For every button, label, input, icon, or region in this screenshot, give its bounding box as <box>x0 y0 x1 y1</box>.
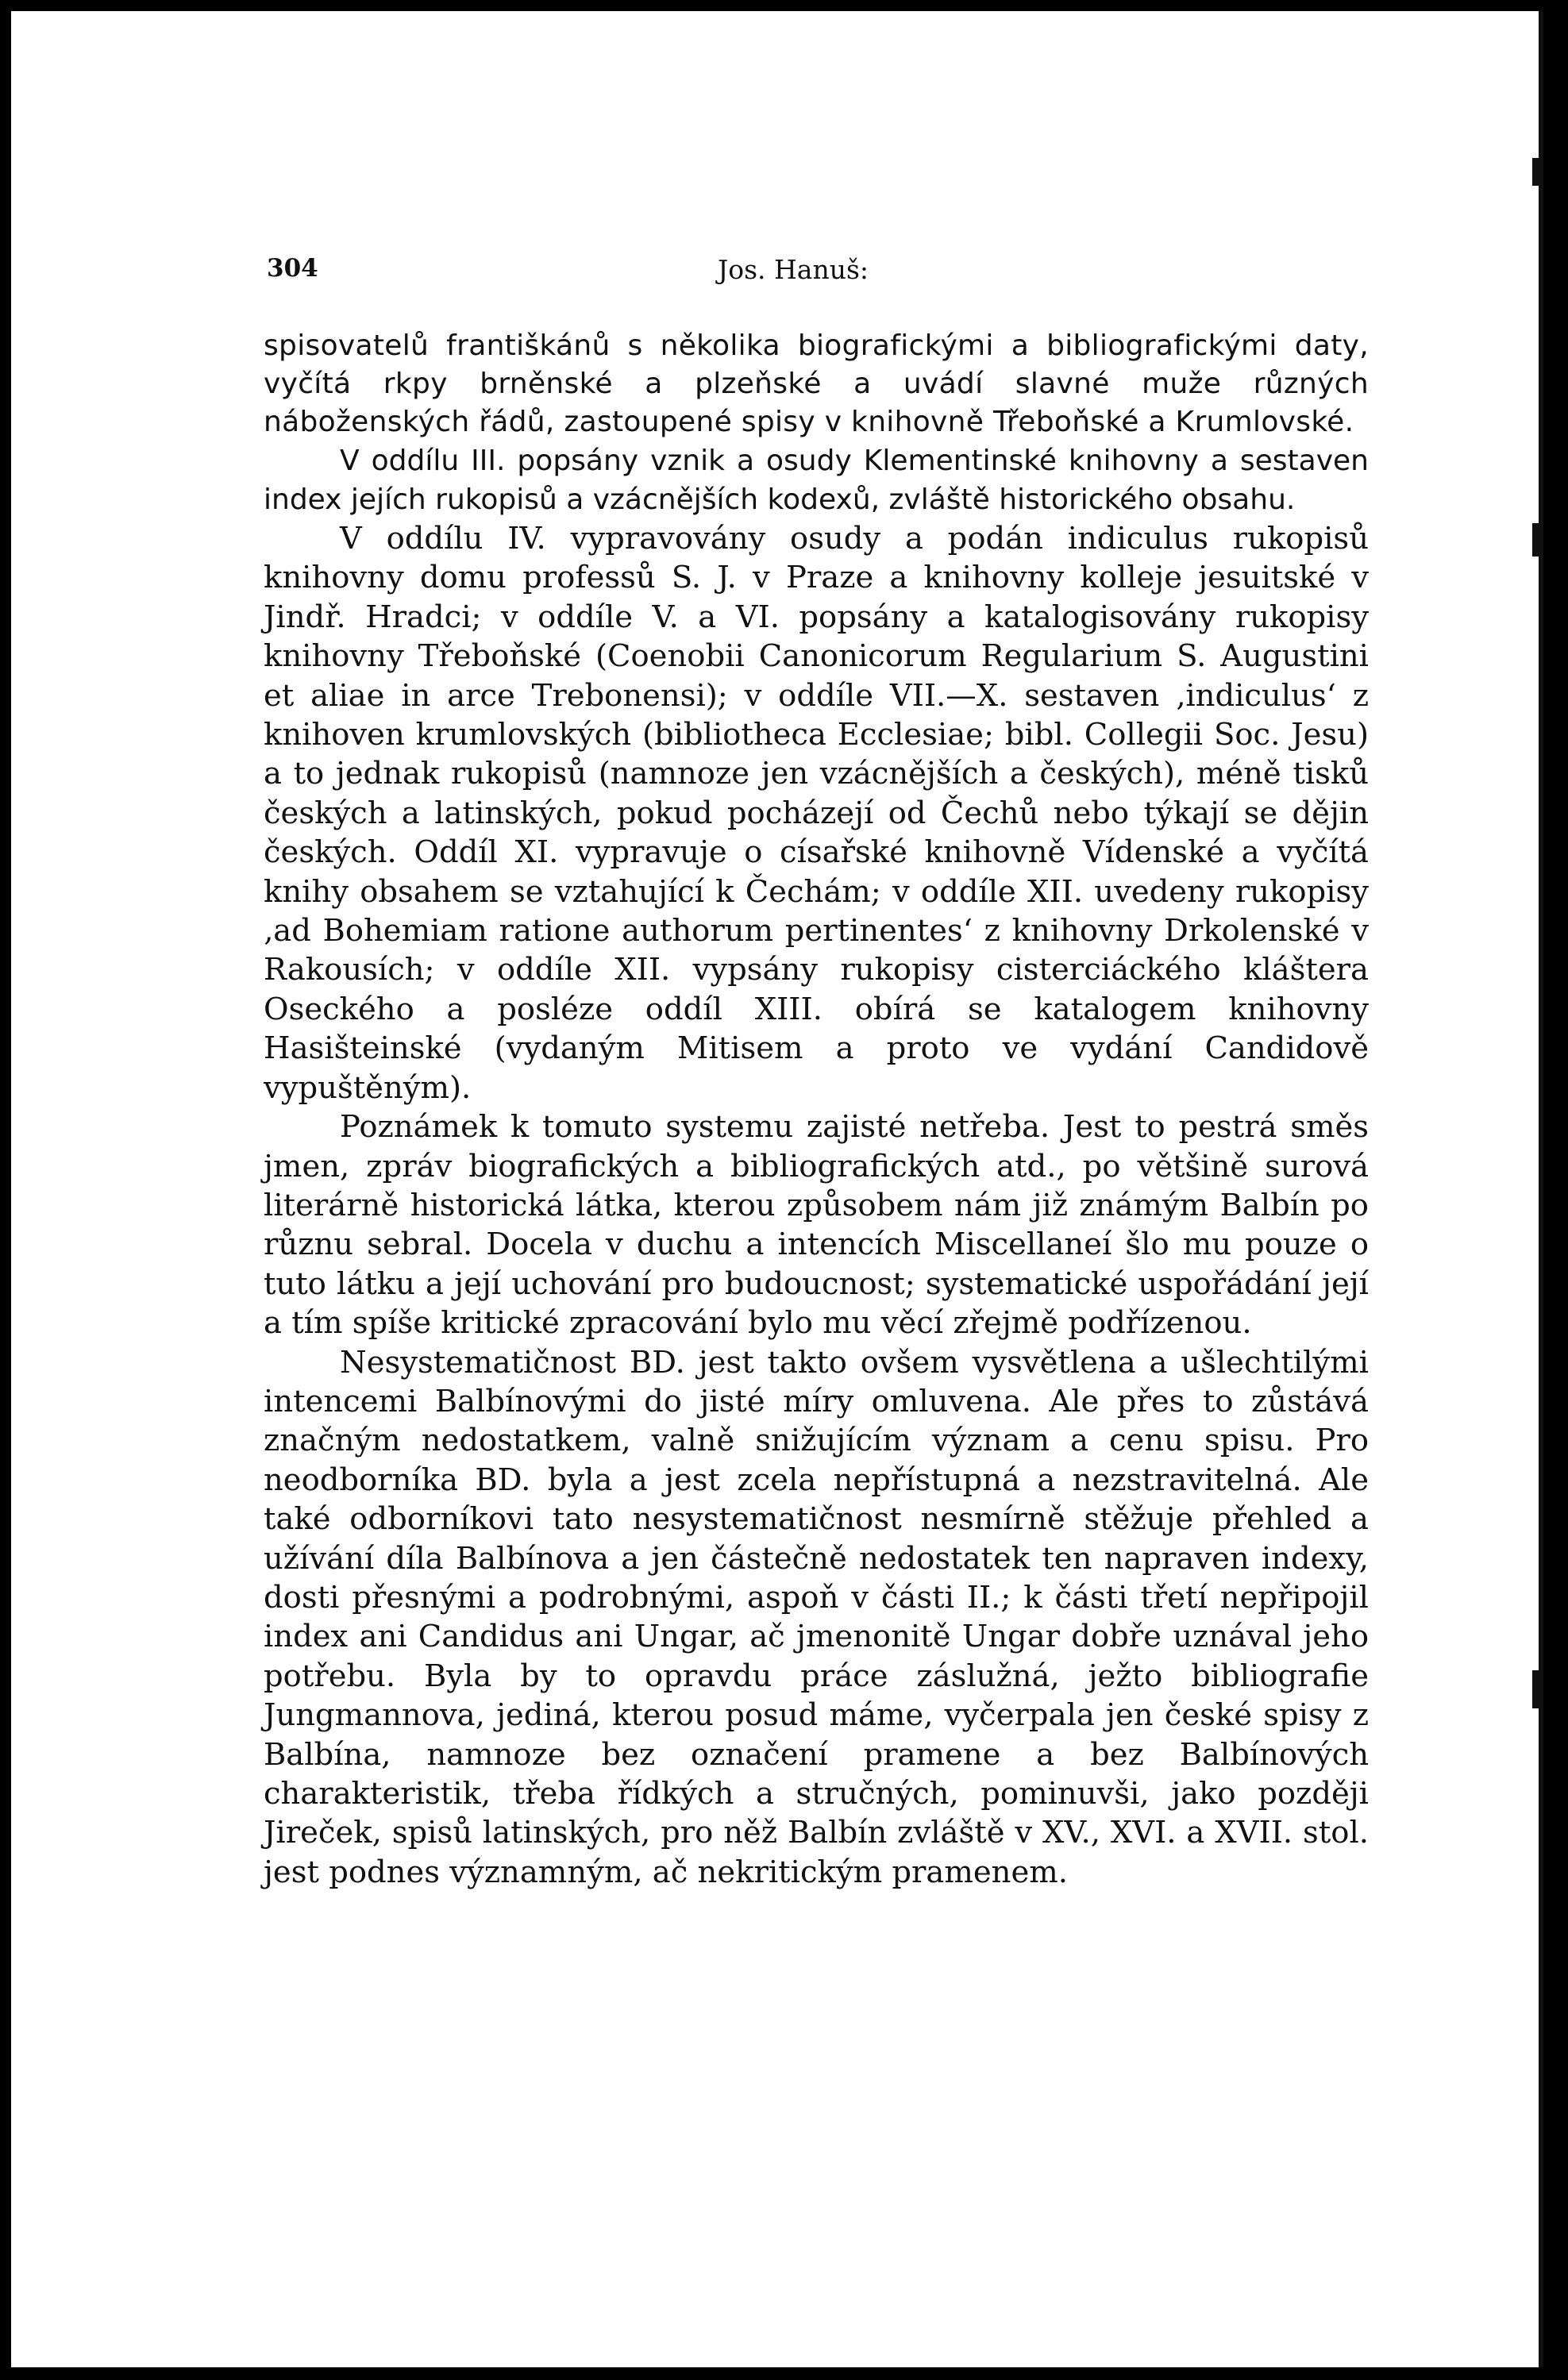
margin-mark <box>1532 158 1542 186</box>
margin-mark <box>1532 523 1542 556</box>
paragraph: Nesystematičnost BD. jest takto ovšem vysvětlena a ušlechtilými intencemi Balbínovými do jisté míry omluvena. Ale přes to zůstává značným nedostatkem, valně snižujícím význam a cenu spisu. Pro neodborníka BD. byla a jest zcela nepřístupná a nezstravitelná. Ale také odborníkovi tato nesystematičnost nesmírně stěžuje přehled a užívání díla Balbínova a jen částečně nedostatek ten napraven indexy, dosti přesnými a podrobnými, aspoň v části II.; k části třetí nepřipojil index ani Candidus ani Ungar, ač jmenonitě Ungar dobře uznával jeho potřebu. Byla by to opravdu práce záslužná, ježto bibliografie Jungmannova, jediná, kterou posud máme, vyčerpala jen české spisy z Balbína, namnoze bez označení pramene a bez Balbínových charakteristik, třeba řídkých a stručných, pominuvši, jako později Jireček, spisů latinských, pro něž Balbín zvláště v XV., XVI. a XVII. stol. jest podnes významným, ač nekritickým pramenem. <box>264 1344 1369 1890</box>
paragraph: Poznámek k tomuto systemu zajisté netřeba. Jest to pestrá směs jmen, zpráv biografických a bibliografických atd., po většině surová literárně historická látka, kterou způsobem nám již známým Balbín po různu sebral. Docela v duchu a intencích Miscellaneí šlo mu pouze o tuto látku a její uchování pro budoucnost; systematické uspořádání její a tím spíše kritické zpracování bylo mu věcí zřejmě podřízenou. <box>264 1109 1369 1342</box>
paragraph: spisovatelů františkánů s několika biografickými a bibliografickými daty, vyčítá rkpy brněnské a plzeňské a uvádí slavné muže různých náboženských řádů, zastoupené spisy v knihovně Třeboňské a Krumlovské. <box>264 329 1369 438</box>
page-number: 304 <box>267 254 318 283</box>
paragraph: V oddílu III. popsány vznik a osudy Klementinské knihovny a sestaven index jejích rukopisů a vzácnějších kodexů, zvláště historického obsahu. <box>264 445 1369 516</box>
book-page <box>11 11 1543 2367</box>
paragraph: V oddílu IV. vypravovány osudy a podán indiculus rukopisů knihovny domu professů S. J. v Praze a knihovny kolleje jesuitské v Jindř. Hradci; v oddíle V. a VI. popsány a katalogisovány rukopisy knihovny Třeboňské (Coenobii Canonicorum Regularium S. Augustini et aliae in arce Trebonensi); v oddíle VII.—X. sestaven ‚indiculus‘ z knihoven krumlovských (bibliotheca Ecclesiae; bibl. Collegii Soc. Jesu) a to jednak rukopisů (namnoze jen vzácnějších a českých), méně tisků českých a latinských, pokud pocházejí od Čechů nebo týkají se dějin českých. Oddíl XI. vypravuje o císařské knihovně Vídenské a vyčítá knihy obsahem se vztahující k Čechám; v oddíle XII. uvedeny rukopisy ‚ad Bohemiam ratione authorum pertinentes‘ z knihovny Drkolenské v Rakousích; v oddíle XII. vypsány rukopisy cisterciáckého kláštera Oseckého a posléze oddíl XIII. obírá se katalogem knihovny Hasišteinské (vydaným Mitisem a proto ve vydání Candidově vypuštěným). <box>264 521 1369 1106</box>
margin-mark <box>1532 1670 1542 1708</box>
page-header <box>267 254 1370 294</box>
running-head: Jos. Hanuš: <box>718 254 869 285</box>
body-text <box>264 327 1369 1892</box>
